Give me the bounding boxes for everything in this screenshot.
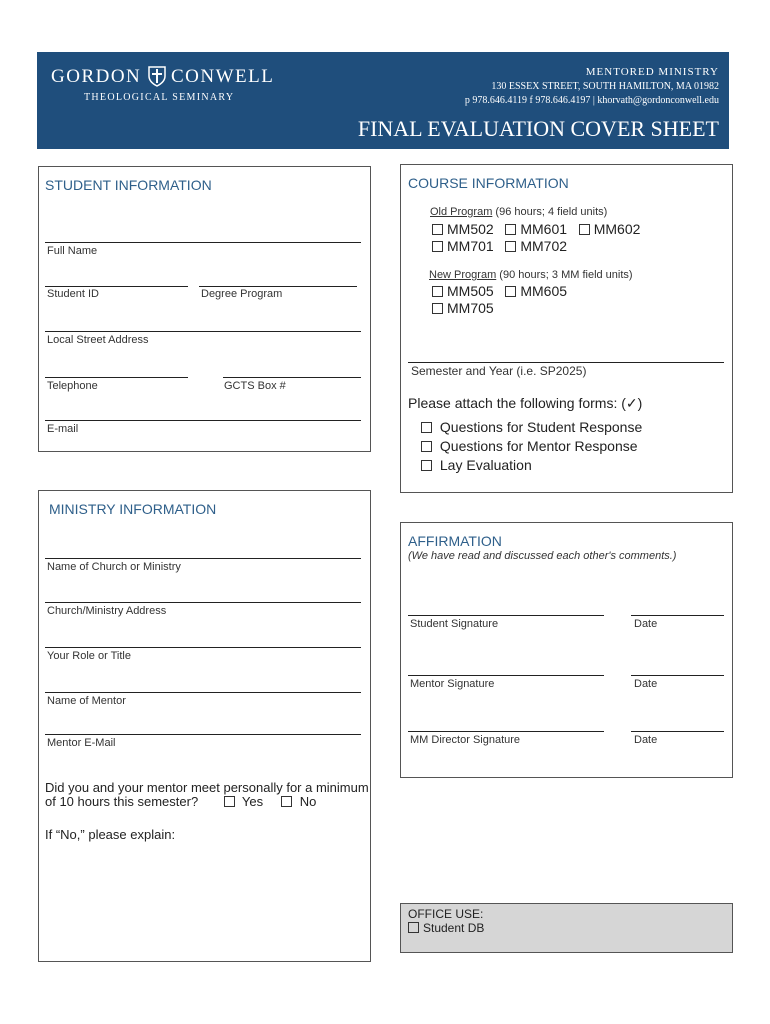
meeting-question-text: of 10 hours this semester? (45, 794, 199, 809)
old-courses-row (432, 238, 567, 254)
course-code: MM701 (447, 238, 494, 254)
student-date-label: Date (634, 618, 658, 630)
section-title: AFFIRMATION (408, 533, 502, 549)
course-option-mm502[interactable] (432, 221, 494, 237)
section-title: COURSE INFORMATION (408, 175, 569, 191)
logo-left-text: GORDON (51, 66, 142, 87)
church-address-label: Church/Ministry Address (47, 605, 167, 617)
degree-program-field[interactable] (199, 286, 357, 287)
meeting-question-line1: Did you and your mentor meet personally for a minimum (45, 780, 369, 795)
telephone-label: Telephone (47, 380, 98, 392)
mentor-date-label: Date (634, 678, 658, 690)
course-code: MM702 (520, 238, 568, 254)
ministry-information-section (38, 490, 371, 962)
attach-forms-label: Please attach the following forms: (✓) (408, 395, 643, 411)
role-field[interactable] (45, 647, 361, 648)
course-option-mm701[interactable] (432, 238, 494, 254)
old-program-heading (430, 206, 607, 218)
mentor-email-label: Mentor E-Mail (47, 737, 116, 749)
section-title: MINISTRY INFORMATION (49, 501, 217, 517)
course-code: MM601 (520, 221, 568, 237)
old-courses-row (432, 221, 640, 237)
affirmation-section (400, 522, 733, 778)
checkbox[interactable] (505, 286, 516, 297)
mentor-name-label: Name of Mentor (47, 695, 126, 707)
checkbox[interactable] (281, 796, 292, 807)
department-name: MENTORED MINISTRY (585, 66, 719, 78)
address-field[interactable] (45, 331, 361, 332)
office-use-title: OFFICE USE: (408, 907, 484, 921)
course-code: MM705 (447, 300, 494, 316)
director-signature-label: MM Director Signature (410, 734, 521, 746)
role-label: Your Role or Title (47, 650, 131, 662)
mentor-date-field[interactable] (631, 675, 724, 676)
yes-option[interactable] (224, 794, 264, 809)
new-program-label: New Program (429, 269, 497, 281)
logo-subtitle: THEOLOGICAL SEMINARY (84, 92, 235, 103)
course-option-mm702[interactable] (505, 238, 567, 254)
student-db-label: Student DB (423, 921, 485, 935)
no-label: No (299, 794, 317, 809)
student-date-field[interactable] (631, 615, 724, 616)
email-label: E-mail (47, 423, 79, 435)
new-program-heading (429, 269, 633, 281)
explain-label: If “No,” please explain: (45, 827, 176, 842)
student-signature-label: Student Signature (410, 618, 499, 630)
form-name: Questions for Student Response (439, 419, 643, 435)
student-id-field[interactable] (45, 286, 188, 287)
semester-label: Semester and Year (i.e. SP2025) (411, 364, 587, 378)
header-banner (37, 52, 729, 149)
logo-right-text: CONWELL (171, 66, 275, 87)
church-address-field[interactable] (45, 602, 361, 603)
old-program-label: Old Program (430, 206, 493, 218)
address-label: Local Street Address (47, 334, 149, 346)
form-name: Questions for Mentor Response (439, 438, 638, 454)
page-title: FINAL EVALUATION COVER SHEET (357, 116, 719, 141)
department-contact: p 978.646.4119 f 978.646.4197 | khorvath@gordonconwell.edu (464, 95, 719, 106)
church-name-label: Name of Church or Ministry (47, 561, 181, 573)
student-id-label: Student ID (47, 288, 99, 300)
checkbox[interactable] (421, 422, 432, 433)
checkbox[interactable] (432, 303, 443, 314)
course-code: MM602 (593, 221, 641, 237)
email-field[interactable] (45, 420, 361, 421)
mentor-name-field[interactable] (45, 692, 361, 693)
office-use-section (400, 903, 733, 953)
director-date-label: Date (634, 734, 658, 746)
yes-label: Yes (241, 794, 264, 809)
director-signature-field[interactable] (408, 731, 604, 732)
seminary-crest-icon (147, 65, 167, 87)
form-option-mentor-response[interactable] (421, 438, 638, 454)
mentor-signature-field[interactable] (408, 675, 604, 676)
checkbox[interactable] (408, 922, 419, 933)
full-name-label: Full Name (47, 245, 98, 257)
form-option-lay-evaluation[interactable] (421, 457, 532, 473)
checkbox[interactable] (432, 286, 443, 297)
no-option[interactable] (281, 794, 316, 809)
checkbox[interactable] (421, 441, 432, 452)
mentor-email-field[interactable] (45, 734, 361, 735)
explain-textarea[interactable] (45, 846, 361, 951)
course-code: MM605 (520, 283, 568, 299)
new-courses-row (432, 283, 567, 299)
course-information-section (400, 164, 733, 493)
gcts-box-label: GCTS Box # (224, 380, 286, 392)
course-option-mm505[interactable] (432, 283, 494, 299)
course-option-mm705[interactable] (432, 300, 494, 316)
checkbox[interactable] (421, 460, 432, 471)
church-name-field[interactable] (45, 558, 361, 559)
course-option-mm602[interactable] (579, 221, 641, 237)
course-option-mm601[interactable] (505, 221, 567, 237)
checkbox[interactable] (224, 796, 235, 807)
student-signature-field[interactable] (408, 615, 604, 616)
mentor-signature-label: Mentor Signature (410, 678, 495, 690)
new-courses-row (432, 300, 494, 316)
degree-program-label: Degree Program (201, 288, 283, 300)
course-code: MM502 (447, 221, 494, 237)
new-program-note: (90 hours; 3 MM field units) (496, 269, 633, 281)
checkbox[interactable] (432, 224, 443, 235)
course-code: MM505 (447, 283, 494, 299)
course-option-mm605[interactable] (505, 283, 567, 299)
gcts-box-field[interactable] (223, 377, 361, 378)
form-name: Lay Evaluation (439, 457, 532, 473)
checkbox[interactable] (505, 241, 516, 252)
checkbox[interactable] (579, 224, 590, 235)
department-address: 130 ESSEX STREET, SOUTH HAMILTON, MA 01982 (491, 81, 719, 92)
checkbox[interactable] (505, 224, 516, 235)
semester-field[interactable] (408, 362, 724, 363)
old-program-note: (96 hours; 4 field units) (492, 206, 608, 218)
full-name-field[interactable] (45, 242, 361, 243)
meeting-question-line2 (45, 794, 316, 809)
checkbox[interactable] (432, 241, 443, 252)
telephone-field[interactable] (45, 377, 188, 378)
office-use-student-db[interactable] (408, 921, 484, 935)
director-date-field[interactable] (631, 731, 724, 732)
student-information-section (38, 166, 371, 452)
affirmation-note: (We have read and discussed each other's comments.) (408, 550, 677, 562)
section-title: STUDENT INFORMATION (45, 177, 212, 193)
form-option-student-response[interactable] (421, 419, 642, 435)
